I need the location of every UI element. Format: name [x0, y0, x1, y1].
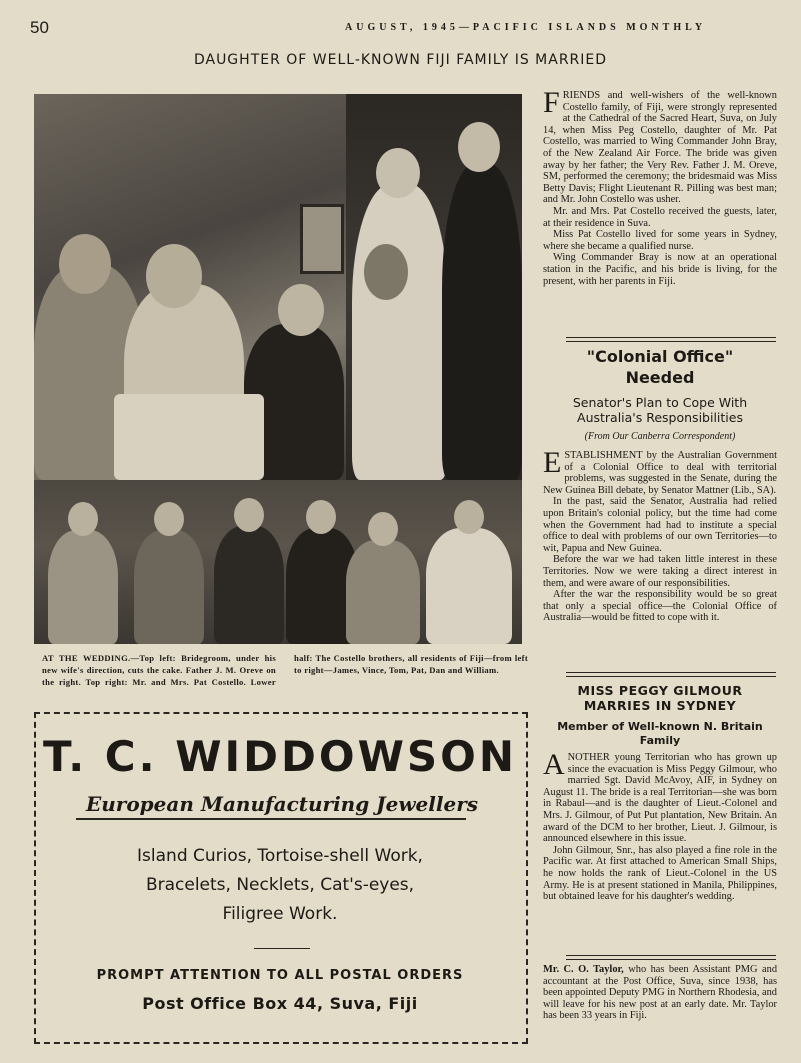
drop-cap: F — [543, 86, 560, 119]
advertisement-rule — [76, 818, 466, 820]
advertiser-name: T. C. WIDDOWSON — [42, 732, 518, 781]
wedding-headline: DAUGHTER OF WELL-KNOWN FIJI FAMILY IS MARRIED — [193, 52, 608, 68]
photo-caption: AT THE WEDDING.—Top left: Bridegroom, under his new wife's direction, cuts the cake. Father J. M. Oreve on the right. Top right: Mr. and Mrs. Pat Costello. Lower half: The Costello brothers, all residents of Fiji—from left to right—James, Vince, Tom, Pat, Dan and William. — [42, 653, 528, 687]
advertisement-short-rule — [254, 948, 310, 949]
photo-cake-cutting — [34, 94, 346, 480]
product-line: Bracelets, Necklets, Cat's-eyes, — [145, 875, 415, 895]
taylor-name: Mr. C. O. Taylor, — [543, 964, 624, 975]
article-paragraph: RIENDS and well-wishers of the well-known Costello family, of Fiji, were strongly represented at the Cathedral of the Sacred Heart, Suva, on July 14, when Miss Peg Costello, daughter of Mr. Pat Costello, was married to Wing Commander John Bray, of the New Zealand Air Force. The bride was given away by her father; the Very Rev. Father J. M. Oreve, SM, performed the ceremony; the bridesmaid was Miss Betty Davis; Flight Lieutenant R. Pilling was best man; and Mr. John Costello was usher. — [543, 90, 777, 206]
drop-cap: A — [543, 748, 565, 781]
article-paragraph: John Gilmour, Snr., has also played a fine role in the Pacific war. At first attached to American Small Ships, he now holds the rank of Lieut.-Colonel in the US Army. He is at present stationed in Manila, Philippines, but obtained leave for his daughter's wedding. — [543, 844, 777, 903]
advertisement-prompt: PROMPT ATTENTION TO ALL POSTAL ORDERS — [96, 968, 464, 983]
advertisement-address: Post Office Box 44, Suva, Fiji — [142, 994, 418, 1013]
section-divider — [566, 337, 776, 342]
page-number: 50 — [30, 18, 49, 37]
taylor-note — [543, 964, 777, 1022]
headline-line: Needed — [625, 368, 695, 387]
gilmour-subheading: Member of Well-known N. Britain Family — [557, 720, 763, 747]
article-paragraph: Mr. and Mrs. Pat Costello received the guests, later, at their residence in Suva. — [543, 205, 777, 229]
headline-line: "Colonial Office" — [586, 347, 734, 366]
photo-costello-brothers — [34, 480, 522, 644]
advertisement-products — [34, 842, 526, 929]
colonial-office-subheading: Senator's Plan to Cope With Australia's Responsibilities — [572, 395, 748, 425]
section-divider — [566, 672, 776, 677]
colonial-office-headline — [543, 346, 777, 388]
gilmour-article — [543, 748, 777, 903]
article-paragraph: In the past, said the Senator, Australia had relied upon Britain's colonial policy, but the time had come when the Government had had to institute a special office to deal with problems of our own Territories—to wit, Papua and New Guinea. — [543, 496, 777, 554]
article-paragraph: Before the war we had taken little interest in these Territories. Now we were taking a direct interest in them, and were aware of our responsibilities. — [543, 554, 777, 589]
running-head: AUGUST, 1945—PACIFIC ISLANDS MONTHLY — [345, 22, 707, 33]
drop-cap: E — [543, 446, 562, 479]
gilmour-headline: MISS PEGGY GILMOUR MARRIES IN SYDNEY — [577, 683, 743, 713]
article-paragraph: NOTHER young Territorian who has grown up since the evacuation is Miss Peggy Gilmour, who married Sgt. David McAvoy, AIF, in Sydney on August 11. The bride is a real Territorian—she was born in Rabaul—and is the daughter of Lieut.-Colonel and Mrs. J. Gilmour, of Put Put plantation, New Britain. An award of the DCM to her brother, Lieut. J. Gilmour, is announced elsewhere in this issue. — [543, 752, 777, 845]
section-divider — [566, 955, 776, 960]
product-line: Filigree Work. — [222, 904, 338, 924]
article-paragraph: Wing Commander Bray is now at an operational station in the Pacific, and his bride is living, for the present, with her parents in Fiji. — [543, 252, 777, 287]
article-paragraph: STABLISHMENT by the Australian Government of a Colonial Office to deal with territorial problems, was suggested in the Senate, during the New Guinea Bill debate, by Senator Mattner (Lib., SA). — [543, 450, 777, 496]
taylor-text: who has been Assistant PMG and accountant at the Post Office, Suva, since 1938, has been appointed Deputy PMG in Northern Rhodesia, and will leave for his new post at an early date. Mr. Taylor has been 33 years in Fiji. — [543, 964, 778, 1022]
advertiser-trade: European Manufacturing Jewellers — [86, 792, 479, 816]
byline: (From Our Canberra Correspondent) — [584, 431, 736, 442]
article-paragraph: Miss Pat Costello lived for some years in Sydney, where she became a qualified nurse. — [543, 229, 777, 252]
colonial-office-article — [543, 446, 777, 624]
photo-mr-mrs-costello — [346, 94, 522, 480]
article-paragraph: After the war the responsibility would be so great that only a special office—the Colonial Office of Australia—would be fitted to cope with it. — [543, 589, 777, 624]
product-line: Island Curios, Tortoise-shell Work, — [137, 846, 423, 866]
wedding-article — [543, 86, 777, 287]
